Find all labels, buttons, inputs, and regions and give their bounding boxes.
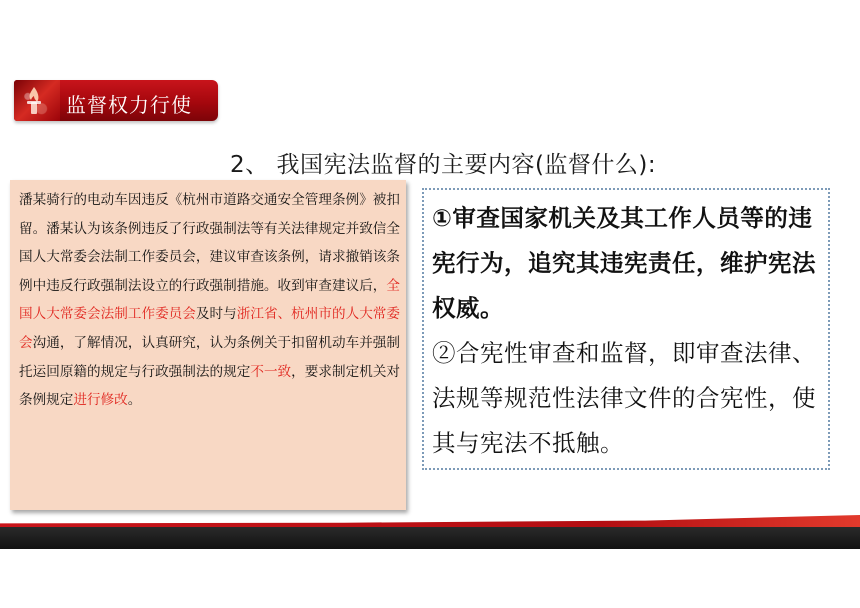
torch-icon <box>21 85 47 115</box>
section-banner <box>14 80 218 121</box>
case-text-segment: 及时与 <box>195 306 237 323</box>
page-heading: 2、 我国宪法监督的主要内容(监督什么): <box>230 152 657 178</box>
case-text-segment: 沟通，了解情况，认真研究，认为条例关于扣留机动车并强制托运回原籍的规定与行政强制法的规定 <box>19 334 400 380</box>
case-highlight: 不一致 <box>250 363 292 380</box>
case-text-segment: ，要求制定机关对条例规定 <box>19 363 401 409</box>
key-point-1: ①审查国家机关及其工作人员等的违宪行为，追究其违宪责任，维护宪法权威。 <box>432 204 816 322</box>
case-highlight: 浙江省、杭州市的人大常委会 <box>19 306 401 351</box>
footer-bar <box>0 527 860 549</box>
case-highlight: 进行修改 <box>73 392 128 409</box>
key-point-2: ②合宪性审查和监督，即审查法律、法规等规范性法律文件的合宪性，使其与宪法不抵触。 <box>432 339 816 457</box>
banner-title: 监督权力行使 <box>66 93 192 117</box>
key-points-box <box>422 188 830 470</box>
case-highlight: 全国人大常委会法制工作委员会 <box>19 277 400 323</box>
case-study-box <box>10 180 406 510</box>
banner-decoration <box>14 80 60 121</box>
case-study-text <box>19 186 400 415</box>
case-text-segment: 潘某骑行的电动车因违反《杭州市道路交通安全管理条例》被扣留。潘某认为该条例违反了行政强制法等有关法律规定并致信全国人大常委会法制工作委员会，建议审查该条例，请求撤销该条例中违反行政强制法设立的行政强制措施。收到审查建议后， <box>19 192 400 294</box>
case-text-segment: 。 <box>127 392 142 409</box>
